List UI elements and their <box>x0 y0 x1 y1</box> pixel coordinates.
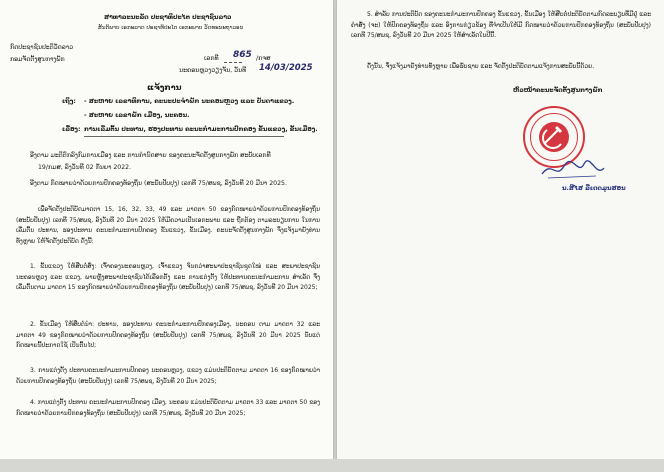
signer-name: ນ.ສີໄສ ລືເດດມູນສອນ <box>562 185 626 192</box>
ministry-line1: ກົດປະຊາຊົນປະຕິວັດລາວ <box>10 44 74 51</box>
ministry-line2: ກອມຈັດຕັ້ງສູນກາງພັກ <box>10 56 65 63</box>
to-line1: - ສະຫາຍ ເລຂາທິການ, ຄະນະປະຈຳພັກ ນະຄອນຫຼວງ ແລະ ບັນດາແຂວງ. <box>84 98 295 105</box>
item-3: 3. ການແຕ່ງຕັ້ງ ປະທານຄະນະກຳມະການປົກຄອງ ນະຄອນຫຼວງ, ແຂວງ ແມ່ນປະຕິບັດຕາມ ມາດຕາ 16 ຂອງກົດໝາຍວ່າດ້ວຍການປົກຄອງທ້ອງຖິ່ນ (ສະບັບປັບປຸງ) ເລກທີ 75/ສພຊ, ລົງວັນທີ 20 ມີນາ 2025; <box>16 367 320 385</box>
item-5: 5. ສຳລັບ ການປະຕິບັດ ຂອງຄະນະກຳມະການປົກຄອງ ຂັ້ນແຂວງ, ຂັ້ນເມືອງ ໃຫ້ສືບຕໍ່ປະຕິບັດຕາມກົດລະບຽບທີ່ມີຢູ່ ແລະ ຄຳສັ່ງ (ຈະ) ໃຫ້ປົກຄອງທ້ອງຖິ່ນ ແລະ ອົງການກ່ຽວຂ້ອງ ທີ່ຈຳເປັນໃຫ້ມີ ກົດໝາຍວ່າດ້ວຍການປົກຄອງທ້ອງຖິ່ນ (ສະບັບປັບປຸງ) ເລກທີ 75/ສພຊ, ລົງວັນທີ 20 ມີນາ 2025 ໃຫ້ສຳເລັດໃນປີນີ້. <box>351 11 651 39</box>
closing-text: ດັ່ງນັ້ນ, ຈຶ່ງແຈ້ງມາຍັງທ່ານທັງຫຼາຍ ເພື່ອຮັບຊາບ ແລະ ຈັດຕັ້ງປະຕິບັດຕາມແຈ້ງການສະບັບນີ້ດ້ວຍ. <box>367 63 595 70</box>
item-4: 4. ການແຕ່ງຕັ້ງ ປະທານ ຄະນະກຳມະການປົກຄອງ ເມືອງ, ນະຄອນ ແມ່ນປະຕິບັດຕາມ ມາດຕາ 33 ແລະ ມາດຕາ 50 ຂອງກົດໝາຍວ່າດ້ວຍການປົກຄອງທ້ອງຖິ່ນ (ສະບັບປັບປຸງ) ເລກທີ 75/ສພຊ, ລົງວັນທີ 20 ມີນາ 2025; <box>16 399 320 417</box>
to-label: ເຖິງ: <box>62 98 76 105</box>
signature-title: ຫົວໜ້າຄະນະຈັດຕັ້ງສູນກາງພັກ <box>513 87 603 94</box>
to-line2: - ສະຫາຍ ເລຂາພັກ ເມືອງ, ນະຄອນ. <box>84 112 190 119</box>
subject-underline <box>84 136 284 137</box>
reference-1-cont: 19/ກມສ, ລົງວັນທີ 02 ກັນຍາ 2022. <box>38 164 132 171</box>
intro-paragraph: ເພື່ອຈັດຕັ້ງປະຕິບັດມາດຕາ 15, 16, 32, 33, 49 ແລະ ມາດຕາ 50 ຂອງກົດໝາຍວ່າດ້ວຍການປົກຄອງທ້ອງຖິ່ນ (ສະບັບປັບປຸງ) ເລກທີ 75/ສພຊ, ລົງວັນທີ 20 ມີນາ 2025 ໃຫ້ມີຄວາມເປັນເອກະພາບ ແລະ ຖືກຕ້ອງ ຕາມລະບຽບການ ໃນການເລີ່ມຕົ້ນ ປະທານ, ຮອງປະທານ ຄະນະກຳມະການປົກຄອງ ຂັ້ນແຂວງ, ຂັ້ນເມືອງ. ຄະນະຈັດຕັ້ງສູນກາງພັກ ຈຶ່ງແຈ້ງມາຍັງທ່ານທັງຫຼາຍ ໃຫ້ຈັດຕັ້ງປະຕິບັດ ດັ່ງນີ້: <box>16 206 320 245</box>
doc-number-suffix: /ກຈສ <box>256 55 271 62</box>
subject-text: ການເລີ່ມຕົ້ນ ປະທານ, ຮອງປະທານ ຄະນະກຳມະການປົກຄອງ ຂັ້ນແຂວງ, ຂັ້ນເມືອງ. <box>84 126 318 133</box>
scan-bottom-margin <box>0 459 664 472</box>
subject-label: ເລື່ອງ: <box>62 126 81 133</box>
date-value: 14/03/2025 <box>259 63 313 73</box>
item-1: 1. ຂັ້ນແຂວງ ໃຫ້ສືບຕໍ່ສົ່ງ: ເຈົ້າຄອງນະຄອນຫຼວງ, ເຈົ້າແຂວງ ຈົນກວ່າສະພາປະຊາຊົນຊຸດໃໝ່ ແລະ ສະພາປະຊາຊົນ ນະຄອນຫຼວງ ແລະ ແຂວງ, ພາຍຫຼັງສະພາປະຊາຊົນໄດ້ເລືອກຕັ້ງ ແລະ ການແຕ່ງຕັ້ງ ໃຫ້ປະທານຄະນະກຳມະການ ສຳເລັດ ຈຶ່ງເລີ່ມຕົ້ນຕາມ ມາດຕາ 15 ຂອງກົດໝາຍວ່າດ້ວຍການປົກຄອງທ້ອງຖິ່ນ (ສະບັບປັບປຸງ) ເລກທີ 75/ສພຊ, ລົງວັນທີ 20 ມີນາ 2025; <box>16 263 320 291</box>
state-header-line2: ສັນຕິພາບ ເອກະລາດ ປະຊາທິປະໄຕ ເອກະພາບ ວັດທະນະຖາວອນ <box>98 25 244 31</box>
doc-number-value: 865 <box>233 50 252 60</box>
doc-number-label: ເລກທີ <box>204 55 219 62</box>
handwritten-signature <box>538 156 608 182</box>
right-page <box>337 0 664 472</box>
state-header-line1: ສາທາລະນະລັດ ປະຊາທິປະໄຕ ປະຊາຊົນລາວ <box>104 14 232 21</box>
doc-number-dots <box>224 62 244 63</box>
document-title: ແຈ້ງການ <box>147 83 182 92</box>
reference-2: ອີງຕາມ ກົດໝາຍວ່າດ້ວຍການປົກຄອງທ້ອງຖິ່ນ (ສະບັບປັບປຸງ) ເລກທີ 75/ສພຊ, ລົງວັນທີ 20 ມີນາ 2025. <box>30 180 287 187</box>
reference-1: ອີງຕາມ ມະຕິຕົກລົງກົມການເມືອງ ແລະ ການກຳນົດສາຍ ຂອງຄະນະຈັດຕັ້ງສູນກາງພັກ ສະບັບເລກທີ <box>30 152 271 159</box>
date-place: ນະຄອນຫຼວງວຽງຈັນ, ວັນທີ <box>179 67 247 74</box>
item-2: 2. ຂັ້ນເມືອງ ໃຫ້ສືບຕໍ່ນຳ: ປະທານ, ຮອງປະທານ ຄະນະກຳມະການປົກຄອງເມືອງ, ນະຄອນ ຕາມ ມາດຕາ 32 ແລະ ມາດຕາ 49 ຂອງກົດໝາຍວ່າດ້ວຍການປົກຄອງທ້ອງຖິ່ນ (ສະບັບປັບປຸງ) ເລກທີ 75/ສພຊ, ລົງວັນທີ 20 ມີນາ 2025 ນັບແຕ່ກົດໝາຍນີ້ປະກາດໃຊ້ ເປັນຕົ້ນໄປ; <box>16 321 320 349</box>
